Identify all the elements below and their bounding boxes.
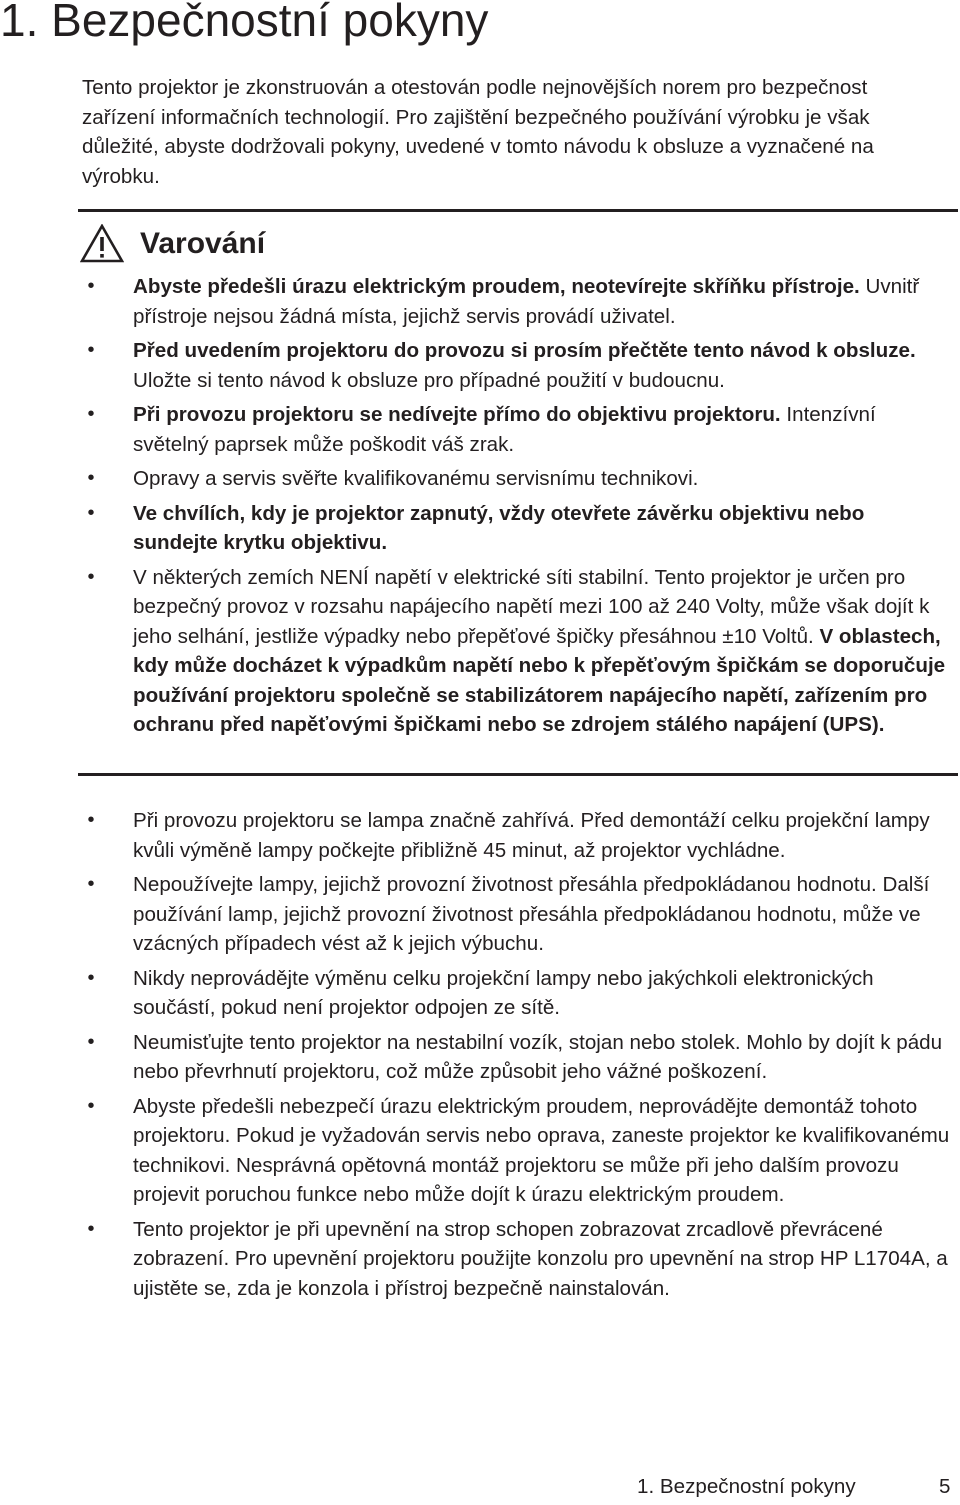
safety-item-stability (0, 1028, 950, 1087)
warning-bottom-rule (78, 773, 958, 776)
warning-item-text (133, 400, 950, 459)
bullet-icon: • (87, 339, 95, 361)
safety-item-disassembly (0, 1092, 950, 1210)
warning-item-bold-text: Při provozu projektoru se nedívejte přímo do objektivu projektoru. (133, 403, 781, 426)
safety-list (0, 806, 950, 1308)
safety-item-lamp-heat (0, 806, 950, 865)
warning-item-bold-text: V oblastech, kdy může docházet k výpadkům napětí nebo k přepěťovým špičkám se doporučuje používání projektoru společně se stabilizátorem napájecího napětí, zařízením pro ochranu před napěťovými špičkami nebo se zdrojem stálého napájení (UPS). (133, 624, 946, 736)
warning-item-bold-text: Před uvedením projektoru do provozu si prosím přečtěte tento návod k obsluze. (133, 339, 916, 362)
safety-item-unplug (0, 964, 950, 1023)
warning-item-bold-text: Ve chvílích, kdy je projektor zapnutý, vždy otevřete závěrku objektivu nebo sundejte krytku objektivu. (133, 501, 865, 554)
page-number: 5 (939, 1475, 951, 1498)
warning-item-normal-text: Uvnitř přístroje nejsou žádná místa, jejichž servis provádí uživatel. (133, 275, 920, 328)
warning-icon (80, 224, 124, 264)
page-title: 1. Bezpečnostní pokyny (0, 0, 489, 46)
bullet-icon: • (87, 275, 95, 297)
warning-item-lens-cover (0, 499, 950, 558)
safety-item-text: Při provozu projektoru se lampa značně zahřívá. Před demontáží celku projekční lampy kvůli výměně lampy počkejte přibližně 45 minut, až projektor vychládne. (133, 809, 930, 862)
bullet-icon: • (87, 1094, 95, 1117)
safety-item-text: Nikdy neprovádějte výměnu celku projekční lampy nebo jakýchkoli elektronických součástí, pokud není projektor odpojen ze sítě. (133, 966, 874, 1019)
warning-item-normal-text: Opravy a servis svěřte kvalifikovanému servisnímu technikovi. (133, 467, 699, 490)
warning-item-bold-text: Abyste předešli úrazu elektrickým proudem, neotevírejte skříňku přístroje. (133, 275, 860, 298)
warning-item-electric-shock (0, 272, 950, 331)
safety-item-text: Abyste předešli nebezpečí úrazu elektrickým proudem, neprovádějte demontáž tohoto projektoru. Pokud je vyžadován servis nebo oprava, zaneste projektor ke kvalifikovanému technikovi. Nesprávná opětovná montáž projektoru se může při jeho dalším provozu projevit poruchou funkce nebo může dojít k úrazu elektrickým proudem. (133, 1094, 950, 1206)
bullet-icon: • (87, 403, 95, 425)
warning-item-power-stability (0, 563, 950, 740)
bullet-icon: • (87, 809, 95, 831)
safety-item-ceiling-mount (0, 1215, 950, 1304)
warning-item-normal-text: Intenzívní světelný paprsek může poškodit váš zrak. (133, 403, 876, 456)
warning-item-read-manual (0, 336, 950, 395)
warning-item-text (133, 336, 950, 395)
bullet-icon: • (87, 873, 95, 895)
warning-top-rule (78, 209, 958, 212)
warning-heading (80, 224, 265, 264)
safety-item-lamp-lifetime (0, 870, 950, 959)
intro-paragraph: Tento projektor je zkonstruován a otestován podle nejnovějších norem pro bezpečnost zařízení informačních technologií. Pro zajištění bezpečného používání výrobku je však důležité, abyste dodržovali pokyny, uvedené v tomto návodu k obsluze a vyznačené na výrobku. (82, 76, 874, 188)
warning-item-text (133, 272, 950, 331)
warning-item-service (0, 464, 950, 494)
warning-item-normal-text: Uložte si tento návod k obsluze pro případné použití v budoucnu. (133, 368, 725, 392)
safety-item-text: Neumisťujte tento projektor na nestabilní vozík, stojan nebo stolek. Mohlo by dojít k pádu nebo převrhnutí projektoru, což může způsobit jeho vážné poškození. (133, 1030, 943, 1083)
warning-title: Varování (140, 227, 266, 260)
warning-item-normal-text: V některých zemích NENÍ napětí v elektrické síti stabilní. Tento projektor je určen pro bezpečný provoz v rozsahu napájecího napětí mezi 100 až 240 Volty, může však dojít k jeho selhání, jestliže výpadky nebo přepěťové špičky přesáhnou ±10 Voltů. (133, 565, 930, 648)
safety-item-text: Nepoužívejte lampy, jejichž provozní životnost přesáhla předpokládanou hodnotu. Další používání lamp, jejichž provozní životnost přesáhla předpokládanou hodnotu, může ve vzácných případech vést až k jejich výbuchu. (133, 873, 930, 955)
warning-list (0, 272, 950, 745)
warning-item-text (133, 563, 950, 740)
bullet-icon: • (87, 966, 95, 989)
footer-section-title: 1. Bezpečnostní pokyny (637, 1475, 856, 1498)
warning-item-lens-light (0, 400, 950, 459)
bullet-icon: • (87, 1030, 95, 1053)
bullet-icon: • (87, 1217, 95, 1240)
page-footer (637, 1471, 960, 1503)
bullet-icon: • (87, 501, 95, 524)
bullet-icon: • (87, 467, 95, 489)
safety-item-text: Tento projektor je při upevnění na strop schopen zobrazovat zrcadlově převrácené zobrazení. Pro upevnění projektoru použijte konzolu pro upevnění na strop HP L1704A, a ujistěte se, zda je konzola i přístroj bezpečně nainstalován. (133, 1217, 948, 1300)
bullet-icon: • (87, 565, 95, 588)
